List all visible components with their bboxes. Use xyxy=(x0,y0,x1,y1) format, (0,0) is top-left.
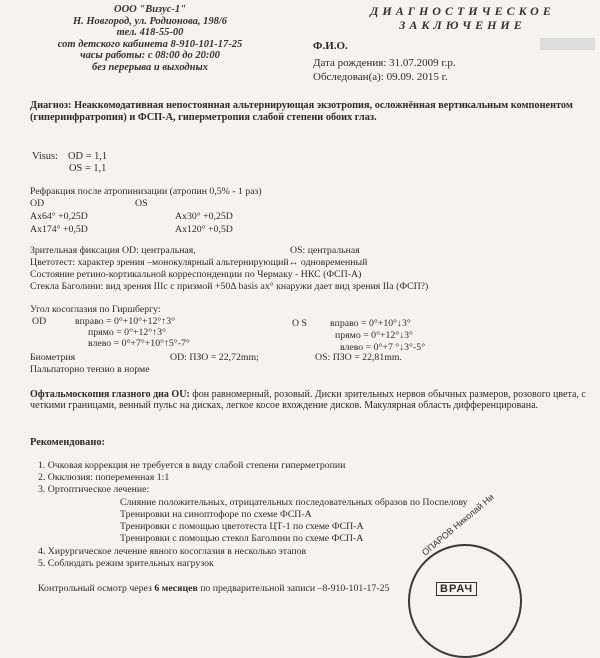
document-title-line1: ДИАГНОСТИЧЕСКОЕ xyxy=(370,4,555,18)
control-period: 6 месяцев xyxy=(154,583,198,594)
fixation-os: OS: центральная xyxy=(290,245,360,256)
fixation-od: Зрительная фиксация OD: центральная, xyxy=(30,245,196,256)
visus-os: OS = 1,1 xyxy=(69,163,107,174)
stamp-text: ОПАРОВ Николай Ни xyxy=(420,491,496,558)
control-prefix: Контрольный осмотр через xyxy=(38,583,152,594)
birth-date: Дата рождения: 31.07.2009 г.р. xyxy=(313,57,456,69)
ortho-subitem: Тренировки с помощью стекол Баголини по схеме ФСП-А xyxy=(120,533,364,544)
ortho-subitem: Тренировки на синоптофоре по схеме ФСП-А xyxy=(120,509,312,520)
bagolini-glasses: Стекла Баголини: вид зрения IIIс с призмой +50Δ basis ax° кнаружи дает вид зрения IIа (ФСП?) xyxy=(30,281,429,292)
ortho-subitem: Тренировки с помощью цветотеста ЦТ-1 по схеме ФСП-А xyxy=(120,521,364,532)
ortho-subitem: Слияние положительных, отрицательных последовательных образов по Поспелову xyxy=(120,497,468,508)
palpation: Пальпаторно тензио в норме xyxy=(30,364,150,375)
doctor-stamp xyxy=(408,544,522,658)
clinic-child-office: сот детского кабинета 8-910-101-17-25 xyxy=(57,38,243,50)
hirschberg-os-left: влево = 0°+7 °↓3°-5° xyxy=(340,342,426,353)
color-test: Цветотест: характер зрения –монокулярный альтернирующий↔ одновременный xyxy=(30,257,368,268)
document-title xyxy=(330,4,595,32)
ophthalmoscopy-label: Офтальмоскопия глазного дна OU: xyxy=(30,389,190,400)
hirschberg-od-label: OD xyxy=(32,316,47,327)
ophthalmoscopy-text: фон равномерный, розовый. Диски зрительных нервов обычных размеров, розового цвета, с четкими границами, венный пульс на дисках, легкое косое вхождение дисков. Макулярная область дифференцирована. xyxy=(30,389,586,412)
refraction-title: Рефракция после атропинизации (атропин 0,5% - 1 раз) xyxy=(30,186,262,197)
redacted-name xyxy=(540,38,595,50)
recommendation-item: 4. Хирургическое лечение явного косоглазия в несколько этапов xyxy=(38,546,307,557)
hirschberg-od-right: вправо = 0°+10°+12°↑3° xyxy=(75,316,176,327)
biometry-os: OS: ПЗО = 22,81mm. xyxy=(315,352,402,363)
refraction-od-label: OD xyxy=(30,198,45,209)
diagnosis: Диагноз: Неаккомодативная непостоянная альтернирующая экзотропия, осложнённая вертикальным компонентом (гиперинфратропия) и ФСП-А, гиперметропия слабой степени обоих глаз. xyxy=(30,100,573,123)
retinal-correspondence: Состояние ретино-кортикальной корреспонденции по Чермаку - НКС (ФСП-А) xyxy=(30,269,362,280)
refraction-od-row2: Ax174° +0,5D xyxy=(30,224,88,235)
clinic-phone: тел. 418-55-00 xyxy=(116,27,184,39)
refraction-os-row1: Ax30° +0,25D xyxy=(175,211,233,222)
fio-label: Ф.И.О. xyxy=(313,40,348,52)
recommendation-item: 3. Ортоптическое лечение: xyxy=(38,484,150,495)
hirschberg-os-label: O S xyxy=(292,318,307,329)
visus-label: Visus: xyxy=(32,151,58,162)
biometry-od: OD: ПЗО = 22,72mm; xyxy=(170,352,259,363)
hirschberg-title: Угол косоглазия по Гиршбергу: xyxy=(30,304,161,315)
refraction-os-row2: Ax120° +0,5D xyxy=(175,224,233,235)
recommendation-item: 1. Очковая коррекция не требуется в виду слабой степени гиперметропии xyxy=(38,460,346,471)
refraction-os-label: OS xyxy=(135,198,148,209)
ophthalmoscopy xyxy=(30,389,590,412)
clinic-header xyxy=(15,4,285,74)
visus-od: OD = 1,1 xyxy=(68,151,108,162)
biometry-label: Биометрия xyxy=(30,352,76,363)
clinic-hours: часы работы: с 08:00 до 20:00 xyxy=(80,50,220,62)
stamp-label: ВРАЧ xyxy=(436,582,477,596)
clinic-no-breaks: без перерыва и выходных xyxy=(91,61,209,73)
hirschberg-od-straight: прямо = 0°+12°↑3° xyxy=(88,327,166,338)
hirschberg-od-left: влево = 0°+7°+10°↑5°-7° xyxy=(88,338,190,349)
exam-date: Обследован(а): 09.09. 2015 г. xyxy=(313,71,448,83)
recommendation-item: 2. Окклюзия: попеременная 1:1 xyxy=(38,472,170,483)
control-visit xyxy=(38,583,389,594)
hirschberg-os-right: вправо = 0°+10°↓3° xyxy=(330,318,411,329)
hirschberg-os-straight: прямо = 0°+12°↓3° xyxy=(335,330,413,341)
document-title-line2: ЗАКЛЮЧЕНИЕ xyxy=(399,18,526,32)
refraction-od-row1: Ax64° +0,25D xyxy=(30,211,88,222)
control-suffix: по предварительной записи –8-910-101-17-25 xyxy=(200,583,390,594)
clinic-address: Н. Новгород, ул. Родионова, 198/6 xyxy=(72,15,228,27)
recommendation-item: 5. Соблюдать режим зрительных нагрузок xyxy=(38,558,214,569)
clinic-name: ООО "Визус-1" xyxy=(114,4,186,15)
recommendations-title: Рекомендовано: xyxy=(30,437,105,448)
